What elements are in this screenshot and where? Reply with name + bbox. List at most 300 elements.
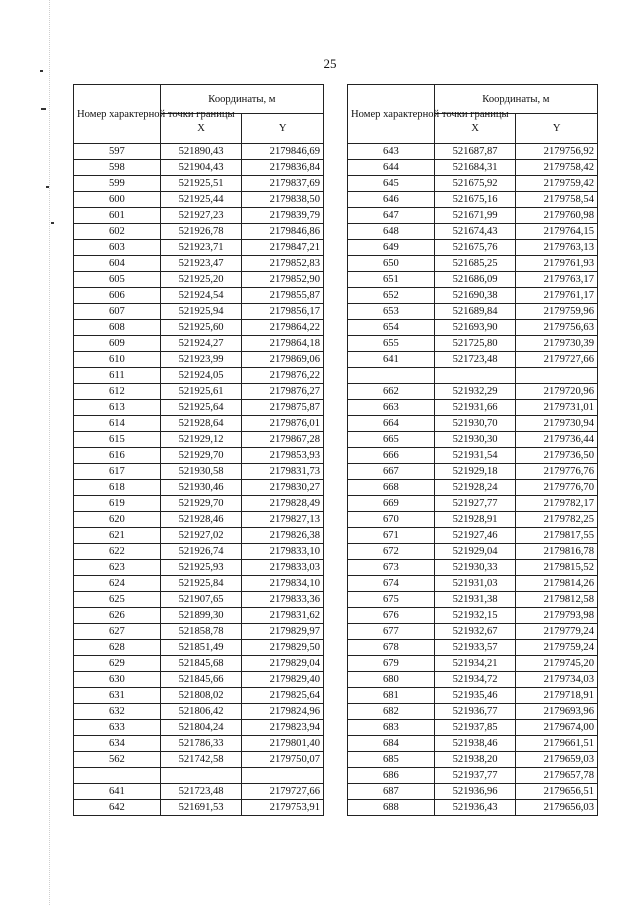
y-coordinate-cell: 2179761,93 bbox=[516, 256, 598, 272]
table-row bbox=[348, 576, 598, 592]
point-number-cell: 678 bbox=[348, 640, 435, 656]
table-row bbox=[348, 240, 598, 256]
x-coordinate-cell: 521931,38 bbox=[434, 592, 516, 608]
point-number-cell: 603 bbox=[74, 240, 161, 256]
point-number-cell: 609 bbox=[74, 336, 161, 352]
table-row bbox=[348, 800, 598, 816]
x-coordinate-cell: 521924,54 bbox=[160, 288, 242, 304]
x-coordinate-cell: 521934,72 bbox=[434, 672, 516, 688]
table-row bbox=[74, 256, 324, 272]
y-coordinate-cell: 2179758,42 bbox=[516, 160, 598, 176]
y-coordinate-cell: 2179718,91 bbox=[516, 688, 598, 704]
x-column-header: X bbox=[434, 114, 516, 144]
y-coordinate-cell: 2179734,03 bbox=[516, 672, 598, 688]
point-number-cell: 653 bbox=[348, 304, 435, 320]
y-coordinate-cell: 2179736,50 bbox=[516, 448, 598, 464]
point-number-cell: 643 bbox=[348, 144, 435, 160]
x-coordinate-cell: 521936,77 bbox=[434, 704, 516, 720]
y-coordinate-cell: 2179759,96 bbox=[516, 304, 598, 320]
y-coordinate-cell: 2179829,04 bbox=[242, 656, 324, 672]
x-coordinate-cell: 521932,15 bbox=[434, 608, 516, 624]
x-coordinate-cell: 521925,20 bbox=[160, 272, 242, 288]
x-coordinate-cell: 521804,24 bbox=[160, 720, 242, 736]
y-coordinate-cell: 2179661,51 bbox=[516, 736, 598, 752]
table-row bbox=[74, 528, 324, 544]
point-number-cell: 614 bbox=[74, 416, 161, 432]
table-row bbox=[348, 608, 598, 624]
y-coordinate-cell: 2179864,22 bbox=[242, 320, 324, 336]
table-row bbox=[348, 784, 598, 800]
x-coordinate-cell: 521931,66 bbox=[434, 400, 516, 416]
y-coordinate-cell: 2179657,78 bbox=[516, 768, 598, 784]
point-number-cell: 610 bbox=[74, 352, 161, 368]
point-number-cell: 687 bbox=[348, 784, 435, 800]
x-coordinate-cell: 521890,43 bbox=[160, 144, 242, 160]
table-row bbox=[348, 496, 598, 512]
table-row bbox=[348, 656, 598, 672]
x-coordinate-cell: 521928,24 bbox=[434, 480, 516, 496]
y-coordinate-cell: 2179801,40 bbox=[242, 736, 324, 752]
x-coordinate-cell: 521925,60 bbox=[160, 320, 242, 336]
table-row bbox=[74, 352, 324, 368]
point-number-cell: 647 bbox=[348, 208, 435, 224]
x-coordinate-cell: 521926,74 bbox=[160, 544, 242, 560]
point-number-cell: 612 bbox=[74, 384, 161, 400]
table-row bbox=[348, 368, 598, 384]
x-coordinate-cell: 521808,02 bbox=[160, 688, 242, 704]
point-number-cell: 672 bbox=[348, 544, 435, 560]
table-row bbox=[74, 384, 324, 400]
coordinates-header: Координаты, м bbox=[160, 85, 323, 114]
y-coordinate-cell: 2179833,36 bbox=[242, 592, 324, 608]
table-row bbox=[348, 480, 598, 496]
table-row bbox=[74, 784, 324, 800]
x-coordinate-cell: 521925,44 bbox=[160, 192, 242, 208]
y-coordinate-cell: 2179812,58 bbox=[516, 592, 598, 608]
y-coordinate-cell: 2179846,69 bbox=[242, 144, 324, 160]
point-number-cell: 628 bbox=[74, 640, 161, 656]
point-number-cell: 632 bbox=[74, 704, 161, 720]
table-row bbox=[74, 720, 324, 736]
x-coordinate-cell: 521927,46 bbox=[434, 528, 516, 544]
y-coordinate-cell: 2179829,50 bbox=[242, 640, 324, 656]
x-coordinate-cell: 521851,49 bbox=[160, 640, 242, 656]
y-coordinate-cell: 2179782,17 bbox=[516, 496, 598, 512]
point-number-cell: 644 bbox=[348, 160, 435, 176]
table-row bbox=[74, 656, 324, 672]
y-coordinate-cell: 2179750,07 bbox=[242, 752, 324, 768]
table-row bbox=[74, 240, 324, 256]
x-coordinate-cell: 521671,99 bbox=[434, 208, 516, 224]
x-coordinate-cell bbox=[160, 768, 242, 784]
table-row bbox=[74, 624, 324, 640]
table-row bbox=[348, 400, 598, 416]
y-coordinate-cell: 2179693,96 bbox=[516, 704, 598, 720]
y-column-header: Y bbox=[516, 114, 598, 144]
table-row bbox=[74, 416, 324, 432]
y-coordinate-cell: 2179834,10 bbox=[242, 576, 324, 592]
x-coordinate-cell: 521742,58 bbox=[160, 752, 242, 768]
point-number-header: Номер характерной точки границы bbox=[74, 85, 161, 144]
point-number-cell: 654 bbox=[348, 320, 435, 336]
y-coordinate-cell: 2179833,03 bbox=[242, 560, 324, 576]
point-number-cell: 562 bbox=[74, 752, 161, 768]
table-row bbox=[348, 432, 598, 448]
x-coordinate-cell: 521675,76 bbox=[434, 240, 516, 256]
y-coordinate-cell: 2179838,50 bbox=[242, 192, 324, 208]
table-row bbox=[74, 496, 324, 512]
table-row bbox=[348, 384, 598, 400]
x-coordinate-cell: 521689,84 bbox=[434, 304, 516, 320]
table-row bbox=[348, 720, 598, 736]
table-row bbox=[74, 640, 324, 656]
x-coordinate-cell: 521923,99 bbox=[160, 352, 242, 368]
y-coordinate-cell: 2179776,76 bbox=[516, 464, 598, 480]
point-number-cell: 618 bbox=[74, 480, 161, 496]
x-coordinate-cell: 521936,96 bbox=[434, 784, 516, 800]
point-number-cell: 673 bbox=[348, 560, 435, 576]
table-row bbox=[348, 224, 598, 240]
y-coordinate-cell: 2179847,21 bbox=[242, 240, 324, 256]
y-coordinate-cell: 2179856,17 bbox=[242, 304, 324, 320]
y-coordinate-cell: 2179867,28 bbox=[242, 432, 324, 448]
x-coordinate-cell: 521925,61 bbox=[160, 384, 242, 400]
table-row bbox=[348, 192, 598, 208]
table-row bbox=[348, 320, 598, 336]
y-coordinate-cell: 2179831,62 bbox=[242, 608, 324, 624]
table-row bbox=[74, 448, 324, 464]
table-row bbox=[348, 736, 598, 752]
y-coordinate-cell: 2179793,98 bbox=[516, 608, 598, 624]
point-number-cell: 675 bbox=[348, 592, 435, 608]
table-row bbox=[74, 288, 324, 304]
table-row bbox=[348, 304, 598, 320]
x-coordinate-cell: 521930,30 bbox=[434, 432, 516, 448]
y-coordinate-cell: 2179828,49 bbox=[242, 496, 324, 512]
x-coordinate-cell: 521691,53 bbox=[160, 800, 242, 816]
x-coordinate-cell: 521723,48 bbox=[434, 352, 516, 368]
table-row bbox=[74, 560, 324, 576]
x-coordinate-cell: 521932,29 bbox=[434, 384, 516, 400]
point-number-cell: 674 bbox=[348, 576, 435, 592]
point-number-header: Номер характерной точки границы bbox=[348, 85, 435, 144]
table-row bbox=[348, 512, 598, 528]
point-number-cell: 679 bbox=[348, 656, 435, 672]
x-coordinate-cell: 521907,65 bbox=[160, 592, 242, 608]
point-number-cell: 681 bbox=[348, 688, 435, 704]
x-coordinate-cell: 521929,04 bbox=[434, 544, 516, 560]
point-number-cell: 616 bbox=[74, 448, 161, 464]
x-coordinate-cell: 521938,20 bbox=[434, 752, 516, 768]
y-coordinate-cell: 2179730,39 bbox=[516, 336, 598, 352]
x-coordinate-cell: 521904,43 bbox=[160, 160, 242, 176]
table-row bbox=[74, 368, 324, 384]
y-coordinate-cell: 2179826,38 bbox=[242, 528, 324, 544]
y-coordinate-cell: 2179745,20 bbox=[516, 656, 598, 672]
point-number-cell: 649 bbox=[348, 240, 435, 256]
table-row bbox=[348, 464, 598, 480]
y-coordinate-cell: 2179853,93 bbox=[242, 448, 324, 464]
y-coordinate-cell: 2179656,51 bbox=[516, 784, 598, 800]
table-row bbox=[348, 528, 598, 544]
point-number-cell: 597 bbox=[74, 144, 161, 160]
x-coordinate-cell: 521925,93 bbox=[160, 560, 242, 576]
y-coordinate-cell: 2179876,27 bbox=[242, 384, 324, 400]
table-row bbox=[74, 224, 324, 240]
point-number-cell: 650 bbox=[348, 256, 435, 272]
y-coordinate-cell: 2179846,86 bbox=[242, 224, 324, 240]
x-coordinate-cell: 521690,38 bbox=[434, 288, 516, 304]
y-coordinate-cell: 2179756,92 bbox=[516, 144, 598, 160]
table-row bbox=[348, 560, 598, 576]
y-coordinate-cell: 2179763,13 bbox=[516, 240, 598, 256]
y-coordinate-cell: 2179730,94 bbox=[516, 416, 598, 432]
y-coordinate-cell: 2179776,70 bbox=[516, 480, 598, 496]
point-number-cell: 602 bbox=[74, 224, 161, 240]
table-row bbox=[74, 480, 324, 496]
y-coordinate-cell: 2179855,87 bbox=[242, 288, 324, 304]
table-row bbox=[74, 704, 324, 720]
point-number-cell: 630 bbox=[74, 672, 161, 688]
x-coordinate-cell: 521675,92 bbox=[434, 176, 516, 192]
x-coordinate-cell: 521930,46 bbox=[160, 480, 242, 496]
x-coordinate-cell: 521928,46 bbox=[160, 512, 242, 528]
point-number-cell: 662 bbox=[348, 384, 435, 400]
margin-mark bbox=[51, 222, 54, 224]
table-row bbox=[74, 464, 324, 480]
x-coordinate-cell: 521931,54 bbox=[434, 448, 516, 464]
x-coordinate-cell: 521928,91 bbox=[434, 512, 516, 528]
x-coordinate-cell: 521929,18 bbox=[434, 464, 516, 480]
point-number-cell: 677 bbox=[348, 624, 435, 640]
table-row bbox=[348, 624, 598, 640]
point-number-cell: 626 bbox=[74, 608, 161, 624]
table-row bbox=[348, 672, 598, 688]
x-coordinate-cell: 521845,66 bbox=[160, 672, 242, 688]
y-coordinate-cell: 2179876,22 bbox=[242, 368, 324, 384]
margin-mark bbox=[46, 186, 49, 188]
point-number-cell: 645 bbox=[348, 176, 435, 192]
table-row bbox=[74, 336, 324, 352]
y-coordinate-cell: 2179763,17 bbox=[516, 272, 598, 288]
y-coordinate-cell: 2179764,15 bbox=[516, 224, 598, 240]
table-row bbox=[74, 512, 324, 528]
y-coordinate-cell: 2179839,79 bbox=[242, 208, 324, 224]
y-coordinate-cell: 2179756,63 bbox=[516, 320, 598, 336]
x-coordinate-cell: 521937,85 bbox=[434, 720, 516, 736]
x-coordinate-cell: 521674,43 bbox=[434, 224, 516, 240]
x-coordinate-cell: 521675,16 bbox=[434, 192, 516, 208]
x-coordinate-cell: 521686,09 bbox=[434, 272, 516, 288]
y-coordinate-cell: 2179852,83 bbox=[242, 256, 324, 272]
table-row bbox=[348, 336, 598, 352]
x-column-header: X bbox=[160, 114, 242, 144]
x-coordinate-cell: 521936,43 bbox=[434, 800, 516, 816]
y-coordinate-cell: 2179829,97 bbox=[242, 624, 324, 640]
point-number-cell: 619 bbox=[74, 496, 161, 512]
x-coordinate-cell: 521687,87 bbox=[434, 144, 516, 160]
x-coordinate-cell: 521925,51 bbox=[160, 176, 242, 192]
point-number-cell: 641 bbox=[348, 352, 435, 368]
y-coordinate-cell: 2179837,69 bbox=[242, 176, 324, 192]
x-coordinate-cell: 521858,78 bbox=[160, 624, 242, 640]
table-row bbox=[74, 544, 324, 560]
point-number-cell: 623 bbox=[74, 560, 161, 576]
point-number-cell: 663 bbox=[348, 400, 435, 416]
x-coordinate-cell: 521927,77 bbox=[434, 496, 516, 512]
y-coordinate-cell: 2179816,78 bbox=[516, 544, 598, 560]
table-row bbox=[74, 160, 324, 176]
x-coordinate-cell: 521685,25 bbox=[434, 256, 516, 272]
x-coordinate-cell: 521684,31 bbox=[434, 160, 516, 176]
point-number-cell: 688 bbox=[348, 800, 435, 816]
y-coordinate-cell: 2179864,18 bbox=[242, 336, 324, 352]
point-number-cell: 664 bbox=[348, 416, 435, 432]
point-number-cell: 648 bbox=[348, 224, 435, 240]
table-row bbox=[348, 144, 598, 160]
table-row bbox=[74, 400, 324, 416]
point-number-cell: 665 bbox=[348, 432, 435, 448]
y-coordinate-cell: 2179779,24 bbox=[516, 624, 598, 640]
table-row bbox=[74, 608, 324, 624]
point-number-cell: 676 bbox=[348, 608, 435, 624]
x-coordinate-cell: 521930,58 bbox=[160, 464, 242, 480]
y-coordinate-cell: 2179720,96 bbox=[516, 384, 598, 400]
point-number-cell bbox=[74, 768, 161, 784]
table-row bbox=[348, 704, 598, 720]
x-coordinate-cell: 521925,64 bbox=[160, 400, 242, 416]
point-number-cell: 629 bbox=[74, 656, 161, 672]
table-row bbox=[348, 768, 598, 784]
point-number-cell: 621 bbox=[74, 528, 161, 544]
x-coordinate-cell: 521932,67 bbox=[434, 624, 516, 640]
x-coordinate-cell: 521935,46 bbox=[434, 688, 516, 704]
x-coordinate-cell: 521923,71 bbox=[160, 240, 242, 256]
y-coordinate-cell: 2179852,90 bbox=[242, 272, 324, 288]
x-coordinate-cell: 521845,68 bbox=[160, 656, 242, 672]
page-number: 25 bbox=[323, 56, 337, 71]
point-number-cell: 599 bbox=[74, 176, 161, 192]
x-coordinate-cell: 521933,57 bbox=[434, 640, 516, 656]
point-number-cell: 641 bbox=[74, 784, 161, 800]
table-row bbox=[348, 176, 598, 192]
y-coordinate-cell: 2179823,94 bbox=[242, 720, 324, 736]
point-number-cell: 625 bbox=[74, 592, 161, 608]
x-coordinate-cell: 521930,33 bbox=[434, 560, 516, 576]
x-coordinate-cell: 521929,70 bbox=[160, 496, 242, 512]
table-row bbox=[74, 176, 324, 192]
table-row bbox=[74, 144, 324, 160]
point-number-cell: 600 bbox=[74, 192, 161, 208]
point-number-cell: 671 bbox=[348, 528, 435, 544]
point-number-cell: 655 bbox=[348, 336, 435, 352]
coordinates-table-right bbox=[347, 84, 598, 816]
y-coordinate-cell: 2179759,42 bbox=[516, 176, 598, 192]
point-number-cell: 670 bbox=[348, 512, 435, 528]
x-coordinate-cell: 521926,78 bbox=[160, 224, 242, 240]
x-coordinate-cell: 521938,46 bbox=[434, 736, 516, 752]
point-number-cell: 682 bbox=[348, 704, 435, 720]
x-coordinate-cell: 521924,27 bbox=[160, 336, 242, 352]
x-coordinate-cell: 521929,70 bbox=[160, 448, 242, 464]
point-number-cell: 604 bbox=[74, 256, 161, 272]
point-number-cell: 601 bbox=[74, 208, 161, 224]
table-row bbox=[348, 544, 598, 560]
table-row bbox=[348, 688, 598, 704]
point-number-cell bbox=[348, 368, 435, 384]
point-number-cell: 624 bbox=[74, 576, 161, 592]
x-coordinate-cell: 521806,42 bbox=[160, 704, 242, 720]
table-row bbox=[348, 640, 598, 656]
x-coordinate-cell: 521693,90 bbox=[434, 320, 516, 336]
table-row bbox=[74, 736, 324, 752]
y-coordinate-cell bbox=[516, 368, 598, 384]
y-coordinate-cell: 2179825,64 bbox=[242, 688, 324, 704]
y-coordinate-cell: 2179760,98 bbox=[516, 208, 598, 224]
y-coordinate-cell: 2179727,66 bbox=[242, 784, 324, 800]
x-coordinate-cell: 521929,12 bbox=[160, 432, 242, 448]
table-row bbox=[74, 576, 324, 592]
table-row bbox=[348, 208, 598, 224]
point-number-cell: 607 bbox=[74, 304, 161, 320]
table-row bbox=[74, 304, 324, 320]
point-number-cell: 622 bbox=[74, 544, 161, 560]
y-coordinate-cell: 2179727,66 bbox=[516, 352, 598, 368]
y-coordinate-cell: 2179659,03 bbox=[516, 752, 598, 768]
y-coordinate-cell: 2179830,27 bbox=[242, 480, 324, 496]
y-coordinate-cell: 2179761,17 bbox=[516, 288, 598, 304]
x-coordinate-cell: 521925,94 bbox=[160, 304, 242, 320]
x-coordinate-cell: 521924,05 bbox=[160, 368, 242, 384]
point-number-cell: 615 bbox=[74, 432, 161, 448]
point-number-cell: 686 bbox=[348, 768, 435, 784]
table-row bbox=[348, 448, 598, 464]
table-row bbox=[74, 272, 324, 288]
point-number-cell: 684 bbox=[348, 736, 435, 752]
y-coordinate-cell: 2179817,55 bbox=[516, 528, 598, 544]
y-coordinate-cell: 2179876,01 bbox=[242, 416, 324, 432]
margin-mark bbox=[41, 108, 46, 110]
coordinates-header: Координаты, м bbox=[434, 85, 597, 114]
x-coordinate-cell: 521931,03 bbox=[434, 576, 516, 592]
table-row bbox=[74, 672, 324, 688]
y-column-header: Y bbox=[242, 114, 324, 144]
x-coordinate-cell: 521937,77 bbox=[434, 768, 516, 784]
y-coordinate-cell: 2179656,03 bbox=[516, 800, 598, 816]
point-number-cell: 683 bbox=[348, 720, 435, 736]
point-number-cell: 668 bbox=[348, 480, 435, 496]
table-row bbox=[348, 416, 598, 432]
table-row bbox=[74, 192, 324, 208]
y-coordinate-cell: 2179824,96 bbox=[242, 704, 324, 720]
point-number-cell: 613 bbox=[74, 400, 161, 416]
y-coordinate-cell: 2179829,40 bbox=[242, 672, 324, 688]
point-number-cell: 652 bbox=[348, 288, 435, 304]
y-coordinate-cell: 2179815,52 bbox=[516, 560, 598, 576]
y-coordinate-cell: 2179836,84 bbox=[242, 160, 324, 176]
point-number-cell: 631 bbox=[74, 688, 161, 704]
y-coordinate-cell: 2179782,25 bbox=[516, 512, 598, 528]
page-fold-line bbox=[49, 0, 50, 905]
y-coordinate-cell: 2179831,73 bbox=[242, 464, 324, 480]
x-coordinate-cell: 521927,23 bbox=[160, 208, 242, 224]
point-number-cell: 627 bbox=[74, 624, 161, 640]
x-coordinate-cell: 521925,84 bbox=[160, 576, 242, 592]
point-number-cell: 608 bbox=[74, 320, 161, 336]
point-number-cell: 669 bbox=[348, 496, 435, 512]
y-coordinate-cell: 2179758,54 bbox=[516, 192, 598, 208]
point-number-cell: 646 bbox=[348, 192, 435, 208]
